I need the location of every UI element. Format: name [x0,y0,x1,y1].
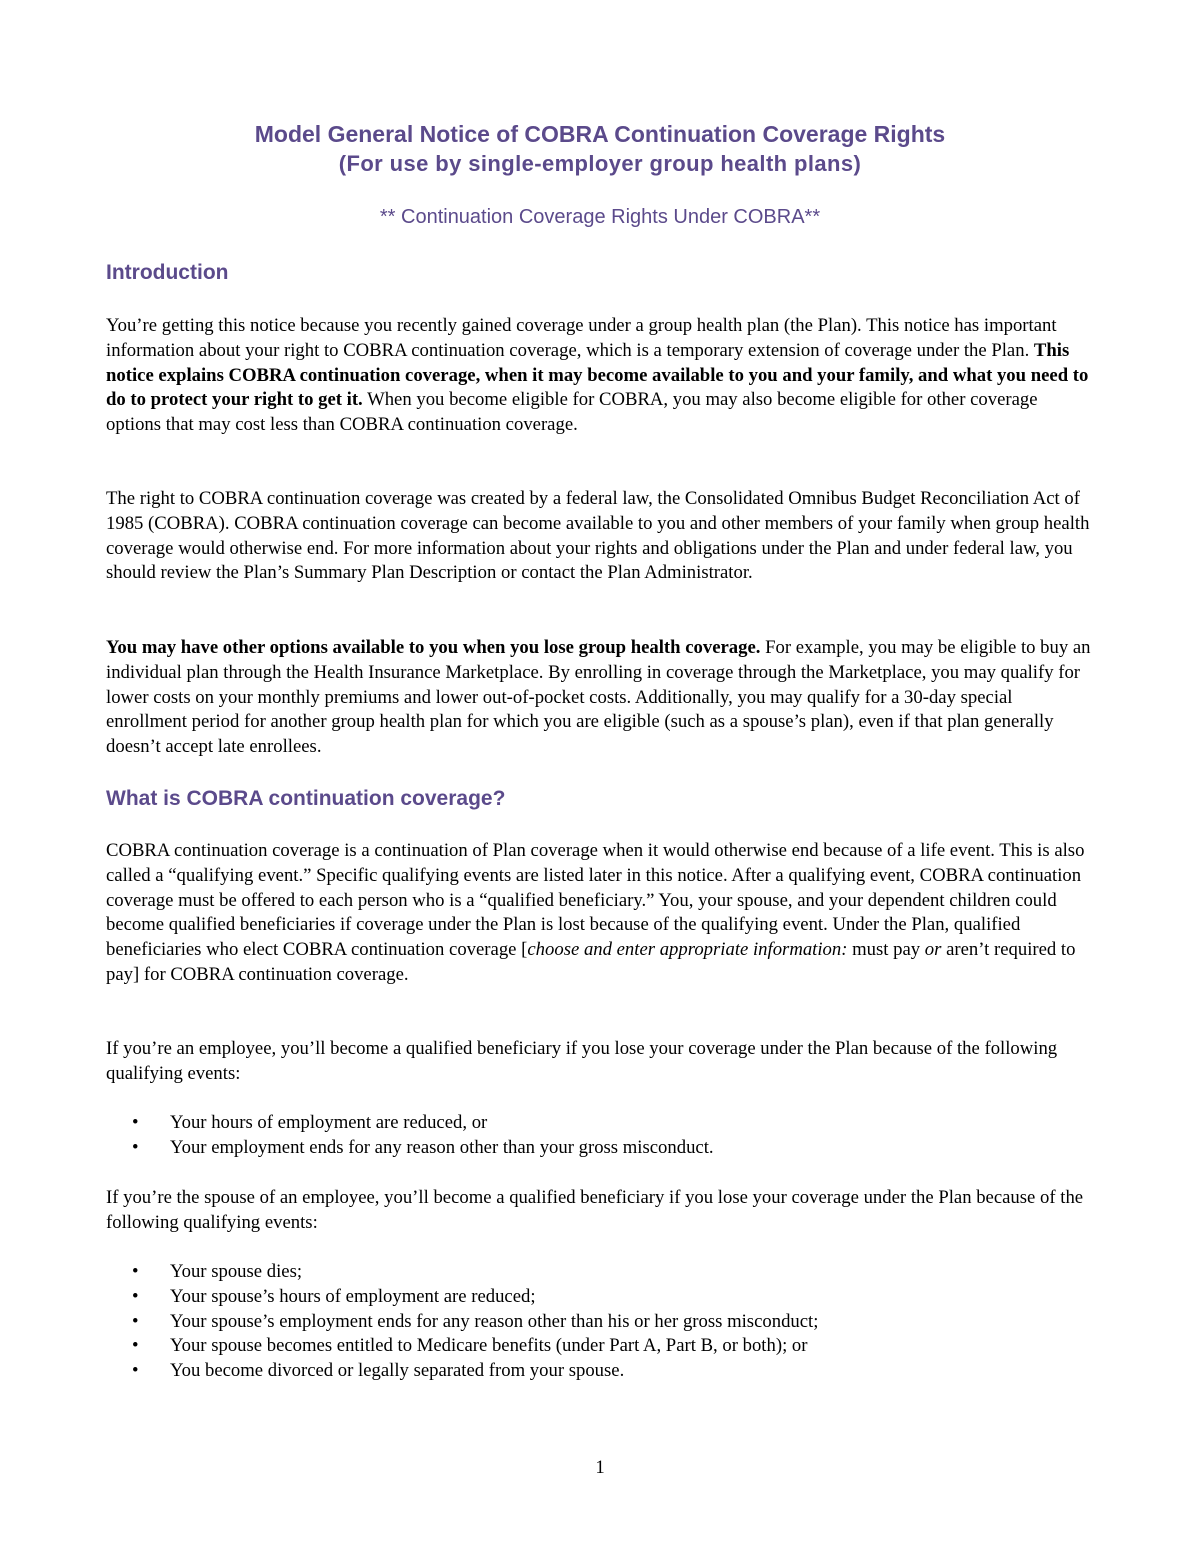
what-is-paragraph-1 [106,839,1096,988]
list-item [106,1136,1096,1161]
intro-paragraph-2: The right to COBRA continuation coverage was created by a federal law, the Consolidated Omnibus Budget Reconciliation Act of 1985 (COBRA). COBRA continuation coverage can become available to you and other members of your family when group health coverage would otherwise end. For more information about your rights and obligations under the Plan and under federal law, you should review the Plan’s Summary Plan Description or contact the Plan Administrator. [106,488,1090,584]
bullet-icon: • [132,1261,139,1282]
list-item-text: Your spouse dies; [170,1261,303,1282]
bullet-icon: • [132,1360,139,1382]
bullet-icon: • [132,1310,139,1332]
intro-paragraph-1 [106,314,1096,438]
intro-p1-text-a: You’re getting this notice because you recently gained coverage under a group health plan (the Plan). This notice has important information about your right to COBRA continuation coverage, which is a temporary extension of coverage under the Plan. [106,315,1057,361]
intro-p1-text-b: When you become eligible for COBRA, you may also become eligible for other coverage options that may cost less than COBRA continuation coverage. [106,389,1038,436]
what-p4-text-c: aren’t required to pay] for COBRA continuation coverage. [106,939,1076,985]
list-item-text: You become divorced or legally separated from your spouse. [170,1360,625,1382]
list-item [106,1359,1096,1384]
document-subtitle: ** Continuation Coverage Rights Under COBRA** [379,206,821,228]
bullet-icon: • [132,1285,139,1307]
what-p4-text-b: must pay [847,939,925,961]
list-item-text: Your spouse becomes entitled to Medicare benefits (under Part A, Part B, or both); or [170,1335,808,1357]
bullet-icon: • [132,1136,139,1158]
what-p4-italic-b: or [924,939,942,961]
intro-p3-text: For example, you may be eligible to buy an individual plan through the Health Insurance Marketplace. By enrolling in coverage through the Marketplace, you may qualify for lower costs on your monthly premiums and lower out-of-pocket costs. Additionally, you may qualify for a 30-day special enrollment period for another group health plan for which you are eligible (such as a spouse’s plan), even if that plan generally doesn’t accept late enrollees. [106,637,1091,758]
employee-events-list [106,1111,1096,1161]
document-title: Model General Notice of COBRA Continuation Coverage Rights [254,121,946,147]
list-item [106,1111,1096,1136]
intro-p1-bold: This notice explains COBRA continuation coverage, when it may become available to you and your family, and what you need to do to protect your right to get it. [106,339,1089,411]
list-item-text: Your spouse’s hours of employment are reduced; [170,1285,536,1307]
section-heading-what-is-cobra: What is COBRA continuation coverage? [106,787,506,810]
list-item-text: Your hours of employment are reduced, or [170,1112,488,1133]
what-p4-text-a: COBRA continuation coverage is a continuation of Plan coverage when it would otherwise end because of a life event. This is also called a “qualifying event.” Specific qualifying events are listed later in this notice. After a qualifying event, COBRA continuation coverage must be offered to each person who is a “qualified beneficiary.” You, your spouse, and your dependent children could become qualified beneficiaries if coverage under the Plan is lost because of the qualifying event. Under the Plan, qualified beneficiaries who elect COBRA continuation coverage [ [106,840,1085,961]
list-item-text: Your employment ends for any reason other than your gross misconduct. [170,1136,714,1158]
document-title-subline: (For use by single-employer group health plans) [338,151,862,176]
list-item [106,1334,1096,1359]
list-item [106,1260,1096,1285]
list-item [106,1285,1096,1310]
list-item-text: Your spouse’s employment ends for any reason other than his or her gross misconduct; [170,1310,819,1332]
intro-paragraph-3 [106,636,1096,760]
page-number: 1 [595,1457,605,1478]
intro-p3-bold: You may have other options available to you when you lose group health coverage. [106,637,761,658]
section-heading-introduction: Introduction [106,261,229,284]
bullet-icon: • [132,1335,139,1357]
what-p4-italic-a: choose and enter appropriate information: [527,939,848,961]
bullet-icon: • [132,1112,139,1133]
spouse-events-list [106,1260,1096,1384]
list-item [106,1310,1096,1335]
employee-events-intro: If you’re an employee, you’ll become a qualified beneficiary if you lose your coverage under the Plan because of the following qualifying events: [106,1038,1058,1084]
spouse-events-intro: If you’re the spouse of an employee, you’ll become a qualified beneficiary if you lose your coverage under the Plan because of the following qualifying events: [106,1187,1084,1233]
